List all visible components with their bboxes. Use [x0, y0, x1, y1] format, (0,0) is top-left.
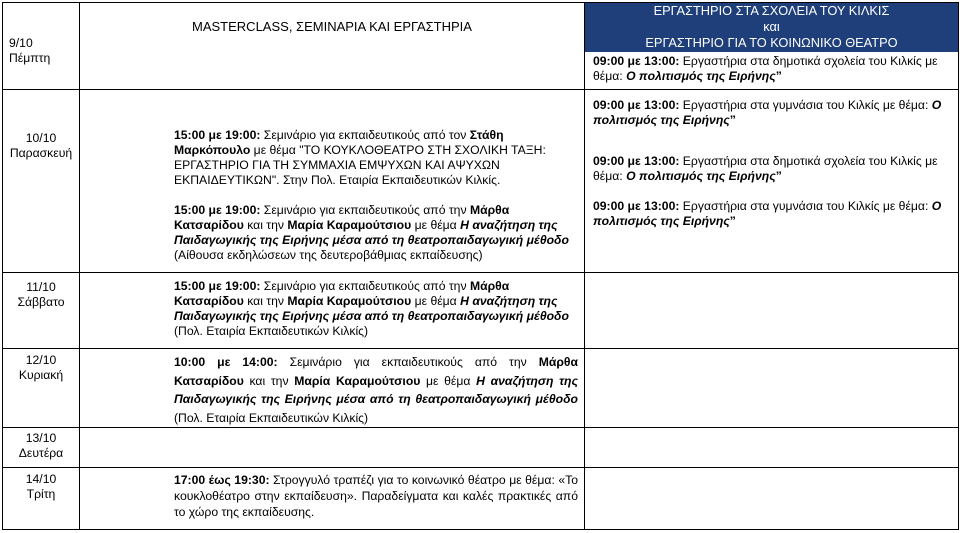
events-cell	[80, 273, 585, 349]
empty-cell	[585, 428, 959, 468]
workshop-entry: 09:00 με 13:00: Εργαστήρια στα γυμνάσια του Κιλκίς με θέμα: Ο πολιτισμός της Ειρήνης”	[593, 98, 942, 127]
date-cell	[3, 468, 80, 530]
table-row	[3, 273, 959, 349]
weekday: Κυριακή	[18, 368, 64, 382]
date-cell	[3, 428, 80, 468]
column-header-masterclass: MASTERCLASS, ΣΕΜΙΝΑΡΙΑ ΚΑΙ ΕΡΓΑΣΤΗΡΙΑ	[80, 3, 585, 90]
date: 10/10	[25, 131, 57, 145]
weekday: Παρασκευή	[9, 146, 73, 160]
date-cell	[3, 90, 80, 273]
date: 14/10	[25, 472, 57, 486]
workshop-entry: 09:00 με 13:00: Εργαστήρια στα γυμνάσια του Κιλκίς με θέμα: Ο πολιτισμός της Ειρήνης”	[593, 199, 942, 228]
table-row	[3, 349, 959, 428]
event-entry: 17:00 έως 19:30: Στρογγυλό τραπέζι για το κοινωνικό θέατρο με θέμα: «Το κουκλοθέατρο στην εκπαίδευση». Παραδείγματα και καλές πρακτικές από το χώρο της εκπαίδευσης.	[174, 473, 578, 519]
date: 9/10	[9, 36, 33, 50]
weekday: Σάββατο	[17, 295, 65, 309]
date: 13/10	[25, 431, 57, 445]
event-entry: 10:00 με 14:00: Σεμινάριο για εκπαιδευτικούς από την Μάρθα Κατσαρίδου και την Μαρία Καραμούτσιου με θέμα Η αναζήτηση της Παιδαγωγικής της Ειρήνης μέσα από τη θεατροπαιδαγωγική μέθοδο (Πολ. Εταιρία Εκπαιδευτικών Κιλκίς)	[174, 355, 578, 425]
event-entry: 15:00 με 19:00: Σεμινάριο για εκπαιδευτικούς από την Μάρθα Κατσαρίδου και την Μαρία Καραμούτσιου με θέμα Η αναζήτηση της Παιδαγωγικής της Ειρήνης μέσα από τη θεατροπαιδαγωγική μέθοδο (Αίθουσα εκδηλώσεων της δευτεροβάθμιας εκπαίδευσης)	[174, 203, 569, 262]
empty-cell	[585, 468, 959, 530]
event-entry: 15:00 με 19:00: Σεμινάριο για εκπαιδευτικούς από την Μάρθα Κατσαρίδου και την Μαρία Καραμούτσιου με θέμα Η αναζήτηση της Παιδαγωγικής της Ειρήνης μέσα από τη θεατροπαιδαγωγική μέθοδο (Πολ. Εταιρία Εκπαιδευτικών Κιλκίς)	[174, 279, 569, 338]
weekday: Δευτέρα	[18, 446, 64, 460]
events-cell	[80, 90, 585, 273]
table-row	[3, 428, 959, 468]
table-row	[3, 468, 959, 530]
empty-cell	[80, 428, 585, 468]
table-row	[3, 90, 959, 273]
event-entry: 15:00 με 19:00: Σεμινάριο για εκπαιδευτικούς από τον Στάθη Μαρκόπουλο με θέμα "ΤΟ ΚΟΥΚΛΟΘΕΑΤΡΟ ΣΤΗ ΣΧΟΛΙΚΗ ΤΑΞΗ: ΕΡΓΑΣΤΗΡΙΟ ΓΙΑ ΤΗ ΣΥΜΜΑΧΙΑ ΕΜΨΥΧΩΝ ΚΑΙ ΑΨΥΧΩΝ ΕΚΠΑΙΔΕΥΤΙΚΩΝ". Στην Πολ. Εταιρία Εκπαιδευτικών Κιλκίς.	[174, 128, 546, 187]
empty-cell	[585, 273, 959, 349]
weekday: Τρίτη	[26, 487, 56, 501]
column-header-workshops: ΕΡΓΑΣΤΗΡΙΟ ΣΤΑ ΣΧΟΛΕΙΑ ΤΟΥ ΚΙΛΚΙΣ και ΕΡΓΑΣΤΗΡΙΟ ΓΙΑ ΤΟ ΚΟΙΝΩΝΙΚΟ ΘΕΑΤΡΟ	[585, 3, 958, 52]
workshop-entry: 09:00 με 13:00: Εργαστήρια στα δημοτικά σχολεία του Κιλκίς με θέμα: Ο πολιτισμός της Ειρήνης”	[593, 154, 938, 183]
empty-cell	[585, 349, 959, 428]
date: 11/10	[26, 280, 56, 294]
workshops-cell	[585, 3, 959, 90]
weekday: Πέμπτη	[9, 51, 51, 65]
date: 12/10	[25, 353, 57, 367]
events-cell	[80, 468, 585, 530]
date-cell	[3, 349, 80, 428]
workshops-cell	[585, 90, 959, 273]
table-row	[3, 3, 959, 90]
events-cell	[80, 349, 585, 428]
schedule-table	[2, 2, 959, 530]
date-cell	[3, 273, 80, 349]
date-cell	[3, 3, 80, 90]
workshop-entry: 09:00 με 13:00: Εργαστήρια στα δημοτικά σχολεία του Κιλκίς με θέμα: Ο πολιτισμός της Ειρήνης”	[593, 54, 938, 83]
